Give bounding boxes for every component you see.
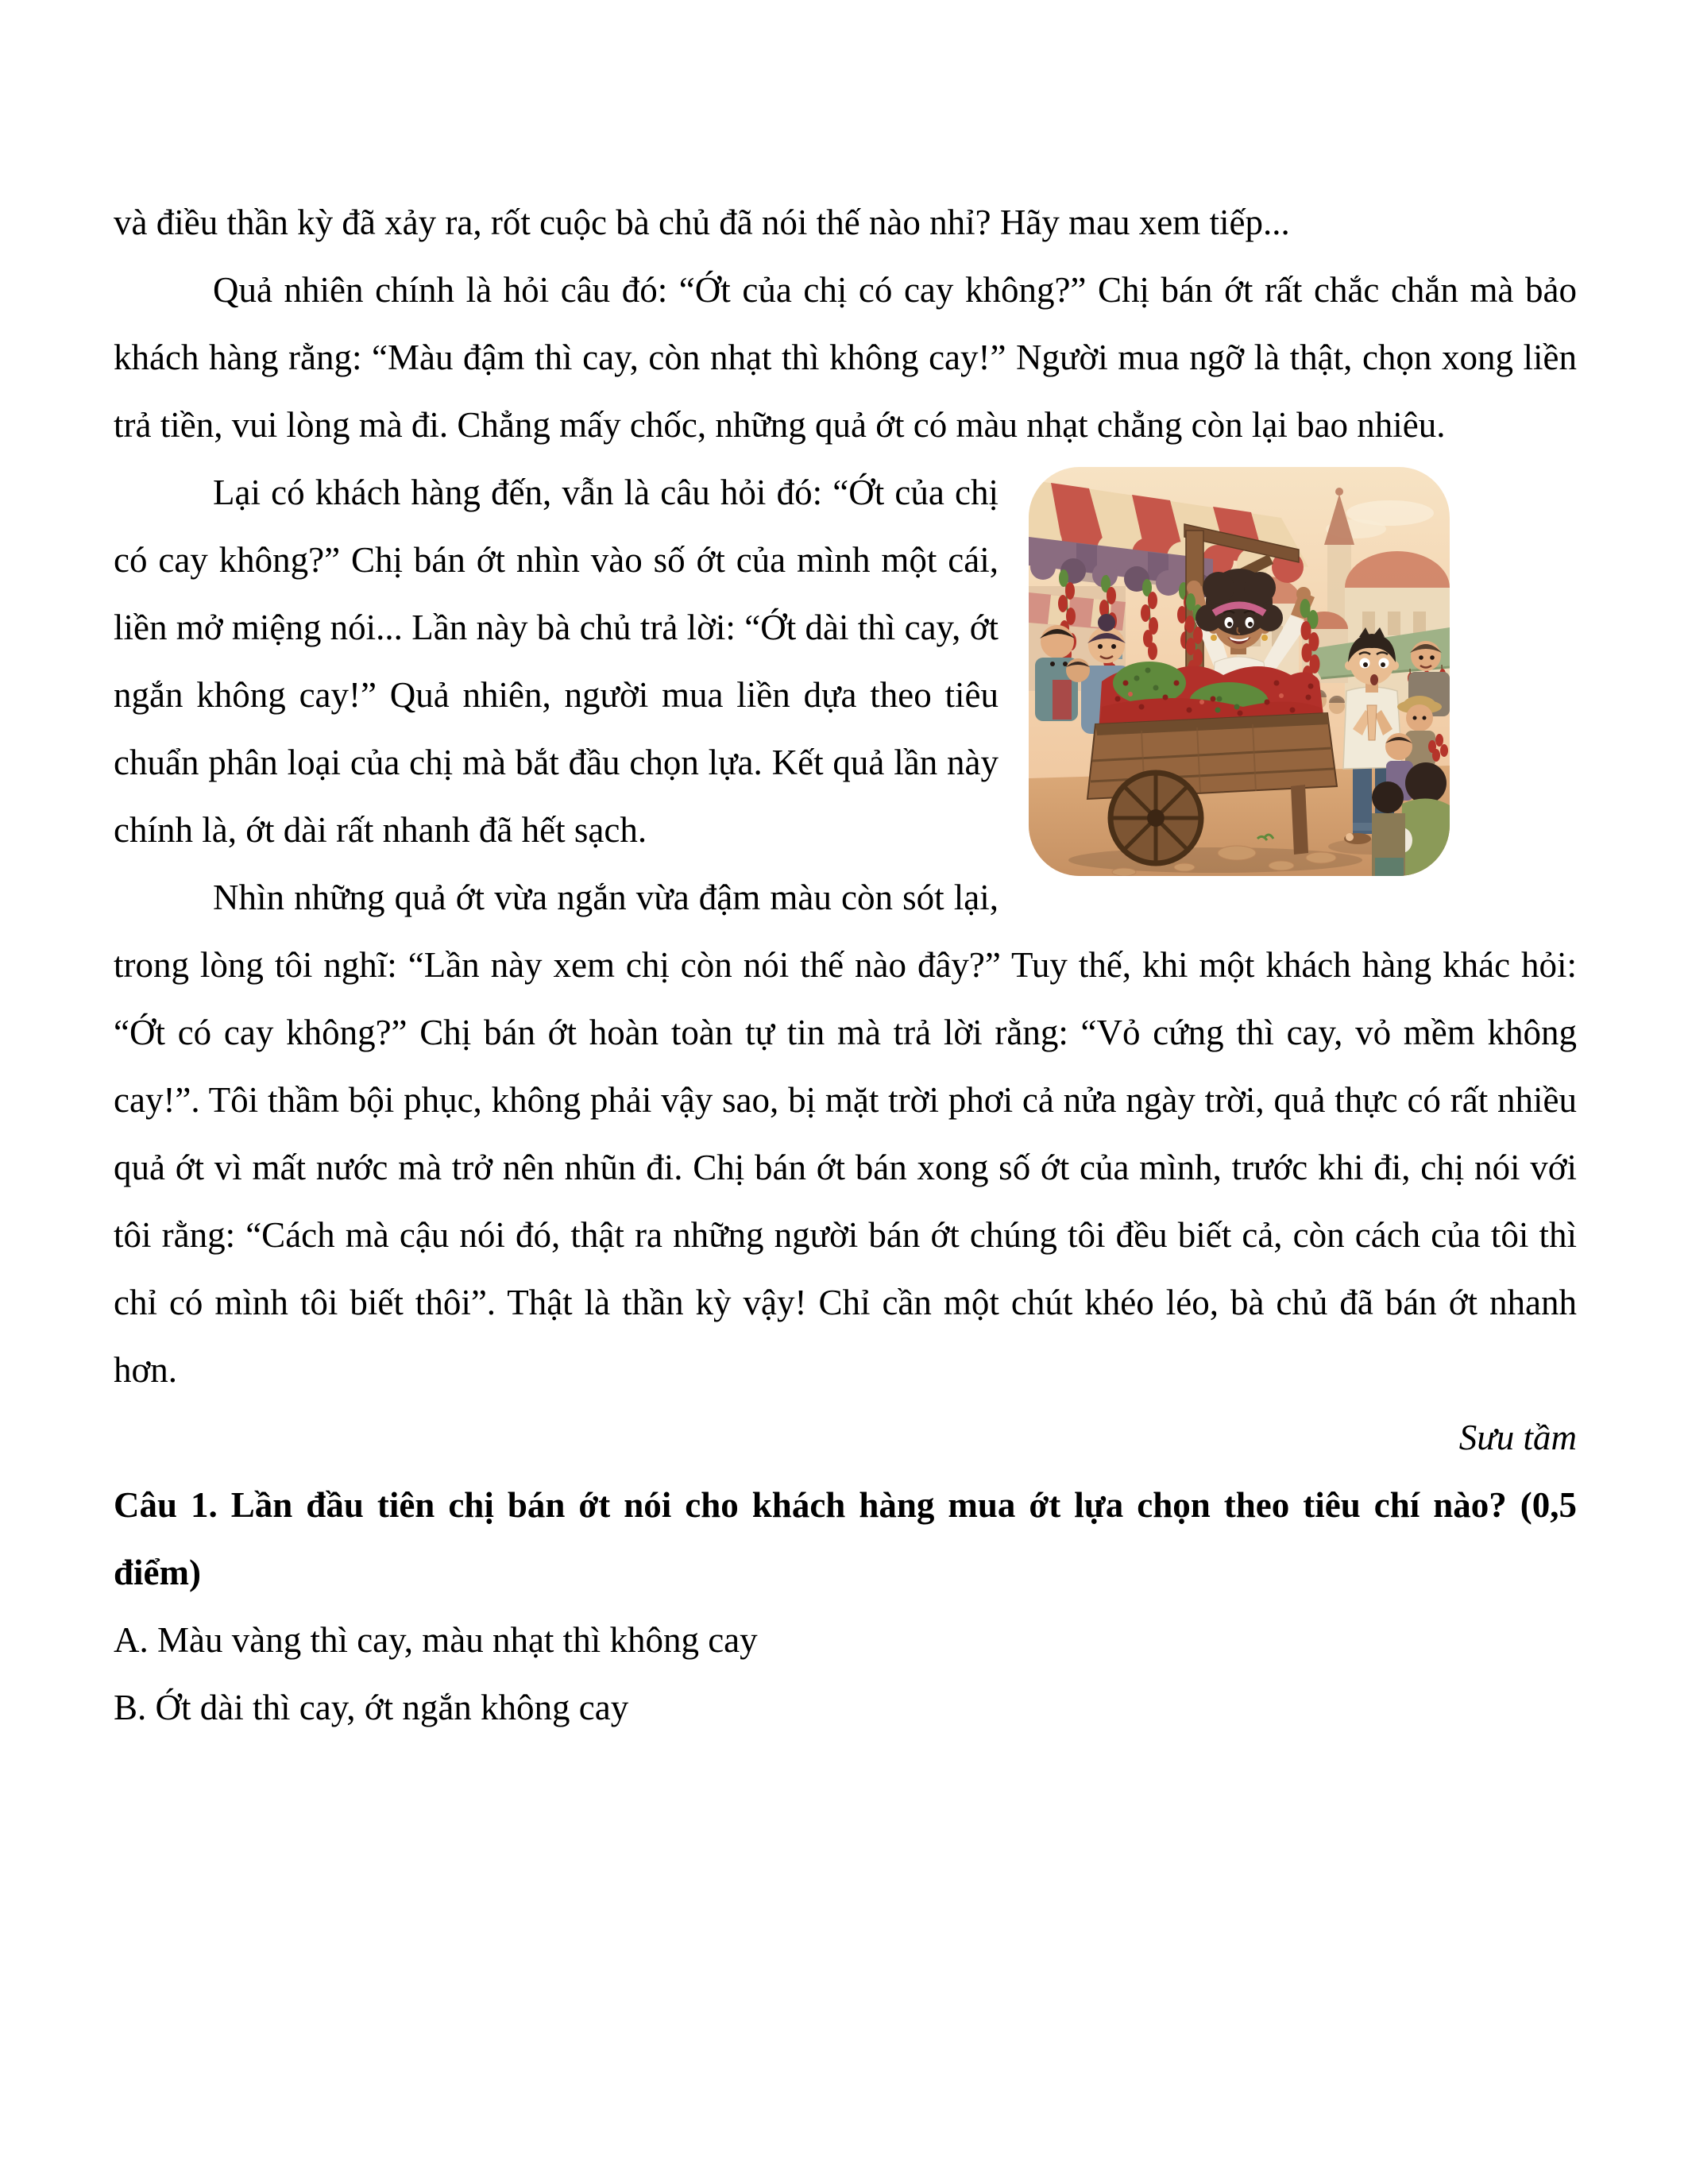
question-1-option-b: B. Ớt dài thì cay, ớt ngắn không cay — [114, 1688, 629, 1727]
story-paragraph-1: và điều thần kỳ đã xảy ra, rốt cuộc bà chủ đã nói thế nào nhỉ? Hãy mau xem tiếp... — [114, 203, 1290, 242]
story-paragraph-3 — [114, 459, 1577, 864]
story-paragraph-3-text: Lại có khách hàng đến, vẫn là câu hỏi đó: “Ớt của chị có cay không?” Chị bán ớt nhìn vào số ớt của mình một cái, liền mở miệng nói... Lần này bà chủ trả lời: “Ớt dài thì cay, ớt ngắn không cay!” Quả nhiên, người mua liền dựa theo tiêu chuẩn phân loại của chị mà bắt đầu chọn lựa. Kết quả lần này chính là, ớt dài rất nhanh đã hết sạch. — [114, 473, 999, 850]
attribution-line: Sưu tầm — [1458, 1418, 1577, 1457]
story-paragraph-4: Nhìn những quả ớt vừa ngắn vừa đậm màu còn sót lại, trong lòng tôi nghĩ: “Lần này xem chị còn nói thế nào đây?” Tuy thế, khi một khách hàng khác hỏi: “Ớt có cay không?” Chị bán ớt hoàn toàn tự tin mà trả lời rằng: “Vỏ cứng thì cay, vỏ mềm không cay!”. Tôi thầm bội phục, không phải vậy sao, bị mặt trời phơi cả nửa ngày trời, quả thực có rất nhiều quả ớt vì mất nước mà trở nên nhũn đi. Chị bán ớt bán xong số ớt của mình, trước khi đi, chị nói với tôi rằng: “Cách mà cậu nói đó, thật ra những người bán ớt chúng tôi đều biết cả, còn cách của tôi thì chỉ có mình tôi biết thôi”. Thật là thần kỳ vậy! Chỉ cần một chút khéo léo, bà chủ đã bán ớt nhanh hơn. — [114, 878, 1577, 1390]
story-illustration — [1029, 467, 1450, 876]
document-content — [114, 189, 1577, 1742]
story-paragraph-2: Quả nhiên chính là hỏi câu đó: “Ớt của chị có cay không?” Chị bán ớt rất chắc chắn mà bảo khách hàng rằng: “Màu đậm thì cay, còn nhạt thì không cay!” Người mua ngỡ là thật, chọn xong liền trả tiền, vui lòng mà đi. Chẳng mấy chốc, những quả ớt có màu nhạt chẳng còn lại bao nhiêu. — [114, 270, 1577, 445]
question-1: Câu 1. Lần đầu tiên chị bán ớt nói cho khách hàng mua ớt lựa chọn theo tiêu chí nào? (0,5 điểm) — [114, 1485, 1577, 1592]
question-1-option-a: A. Màu vàng thì cay, màu nhạt thì không cay — [114, 1620, 758, 1660]
